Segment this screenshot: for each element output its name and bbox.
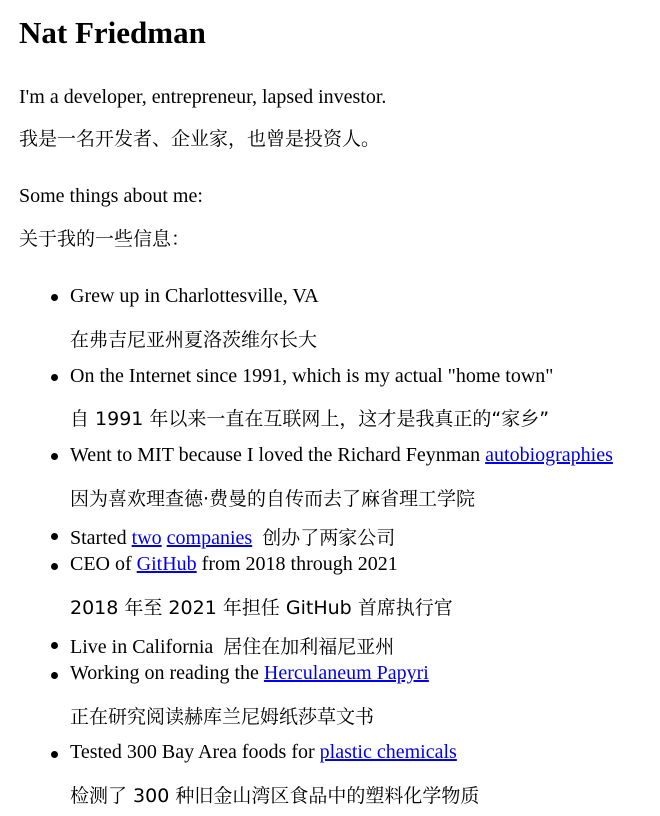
herculaneum-papyri-link[interactable]: Herculaneum Papyri: [263, 662, 429, 684]
list-item-zh: 创办了两家公司: [262, 527, 396, 549]
list-item-zh: 居住在加利福尼亚州: [223, 636, 395, 658]
autobiographies-link[interactable]: autobiographies: [485, 444, 613, 466]
list-item-en: [70, 553, 398, 576]
list-item-text: Working on reading the: [70, 662, 264, 684]
list-item-en: [70, 741, 457, 764]
list-item-en: Live in California: [70, 636, 214, 658]
intro-en: I'm a developer, entrepreneur, lapsed investor.: [19, 86, 387, 108]
list-item-text: from 2018 through 2021: [196, 553, 398, 575]
about-heading-zh: 关于我的一些信息：: [19, 228, 191, 250]
companies-link[interactable]: companies: [166, 527, 253, 549]
list-bullet: [51, 672, 58, 679]
github-link[interactable]: GitHub: [136, 553, 197, 575]
intro-zh: 我是一名开发者、企业家，也曾是投资人。: [19, 128, 381, 150]
list-item-zh: 检测了 300 种旧金山湾区食品中的塑料化学物质: [70, 785, 480, 807]
list-item-zh: 正在研究阅读赫库兰尼姆纸莎草文书: [70, 706, 375, 728]
list-item-text: Went to MIT because I loved the Richard Feynman: [70, 444, 486, 466]
list-item-zh: 因为喜欢理查德·费曼的自传而去了麻省理工学院: [70, 488, 476, 510]
list-item-zh: 在弗吉尼亚州夏洛茨维尔长大: [70, 329, 318, 351]
list-item: [70, 632, 394, 659]
list-item-text: CEO of: [70, 553, 137, 575]
about-heading-en: Some things about me:: [19, 185, 203, 207]
list-item-en: [70, 662, 429, 685]
list-bullet: [51, 642, 58, 649]
list-bullet: [51, 751, 58, 758]
list-item-en: Grew up in Charlottesville, VA: [70, 285, 319, 307]
list-item-text: Started: [70, 527, 132, 549]
list-item-zh: 自 1991 年以来一直在互联网上，这才是我真正的“家乡”: [70, 408, 550, 430]
list-item-en: On the Internet since 1991, which is my actual "home town": [70, 365, 554, 387]
page-title: Nat Friedman: [19, 15, 206, 50]
list-bullet: [51, 533, 58, 540]
list-item-en: [70, 444, 613, 467]
list-bullet: [51, 453, 58, 460]
list-bullet: [51, 374, 58, 381]
list-bullet: [51, 294, 58, 301]
list-item-text: Tested 300 Bay Area foods for: [70, 741, 320, 763]
two-link[interactable]: two: [131, 527, 162, 549]
plastic-chemicals-link[interactable]: plastic chemicals: [319, 741, 457, 763]
list-item-zh: 2018 年至 2021 年担任 GitHub 首席执行官: [70, 597, 453, 619]
list-bullet: [51, 563, 58, 570]
list-item: [70, 523, 395, 550]
